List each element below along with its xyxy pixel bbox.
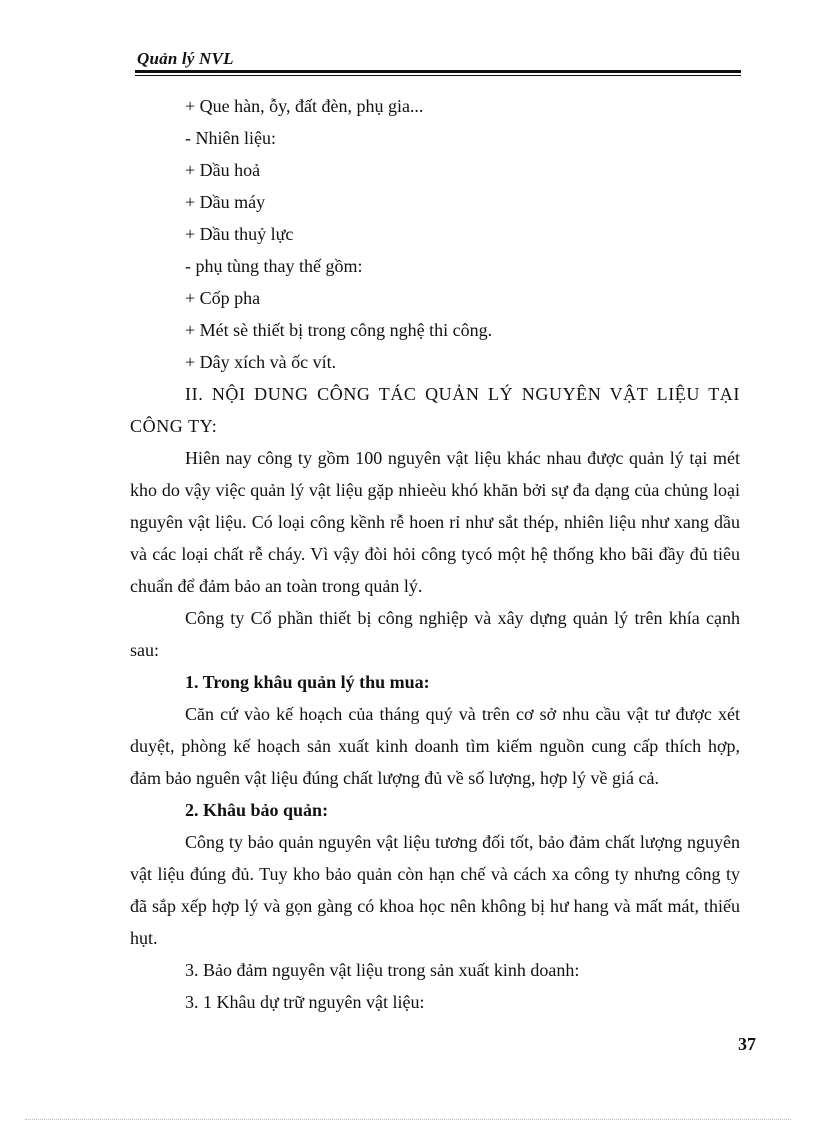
- running-header-title: Quản lý NVL: [137, 49, 234, 68]
- list-item: + Mét sè thiết bị trong công nghệ thi công.: [185, 320, 493, 340]
- list-item: - Nhiên liệu:: [185, 128, 276, 148]
- subsection-heading: 3. Bảo đảm nguyên vật liệu trong sản xuất kinh doanh:: [185, 960, 580, 980]
- subsection-heading: 3. 1 Khâu dự trữ nguyên vật liệu:: [185, 992, 425, 1012]
- body-text: [130, 90, 740, 1018]
- paragraph: Hiên nay công ty gồm 100 nguyên vật liệu khác nhau được quản lý tại mét kho do vậy việc quản lý vật liệu gặp nhieèu khó khăn bởi sự đa dạng của chủng loại nguyên vật liệu. Có loại công kềnh rễ hoen rỉ như sắt thép, nhiên liệu như xang dầu và các loại chất rễ cháy. Vì vậy đòi hỏi công tycó một hệ thống kho bãi đầy đủ tiêu chuẩn để đảm bảo an toàn trong quản lý.: [130, 448, 740, 596]
- section-title: II. NỘI DUNG CÔNG TÁC QUẢN LÝ NGUYÊN VẬT LIỆU TẠI CÔNG TY:: [130, 384, 740, 436]
- subsection-heading: 1. Trong khâu quản lý thu mua:: [185, 672, 430, 692]
- list-item: - phụ tùng thay thế gồm:: [185, 256, 363, 276]
- page-number: 37: [738, 1034, 756, 1054]
- list-item: + Dầu thuỷ lực: [185, 224, 294, 244]
- header-rule-thin: [135, 75, 741, 76]
- header-rule-thick: [135, 70, 741, 73]
- list-item: + Dây xích và ốc vít.: [185, 352, 337, 372]
- paragraph: Công ty Cổ phần thiết bị công nghiệp và xây dựng quản lý trên khía cạnh sau:: [130, 608, 740, 660]
- list-item: + Dầu máy: [185, 192, 266, 212]
- list-item: + Dầu hoả: [185, 160, 261, 180]
- paragraph: Căn cứ vào kế hoạch của tháng quý và trên cơ sở nhu cầu vật tư được xét duyệt, phòng kế hoạch sản xuất kinh doanh tìm kiếm nguồn cung cấp thích hợp, đảm bảo nguên vật liệu đúng chất lượng đủ về số lượng, hợp lý về giá cả.: [130, 704, 740, 788]
- list-item: + Que hàn, ỗy, đất đèn, phụ gia...: [185, 96, 424, 116]
- subsection-heading: 2. Khâu bảo quản:: [185, 800, 329, 820]
- paragraph: Công ty bảo quản nguyên vật liệu tương đối tốt, bảo đảm chất lượng nguyên vật liệu đúng đủ. Tuy kho bảo quản còn hạn chế và cách xa công ty nhưng công ty đã sắp xếp hợp lý và gọn gàng có khoa học nên không bị hư hang và mất mát, thiếu hụt.: [130, 832, 740, 948]
- list-item: + Cốp pha: [185, 288, 261, 308]
- footer-divider: [25, 1119, 791, 1120]
